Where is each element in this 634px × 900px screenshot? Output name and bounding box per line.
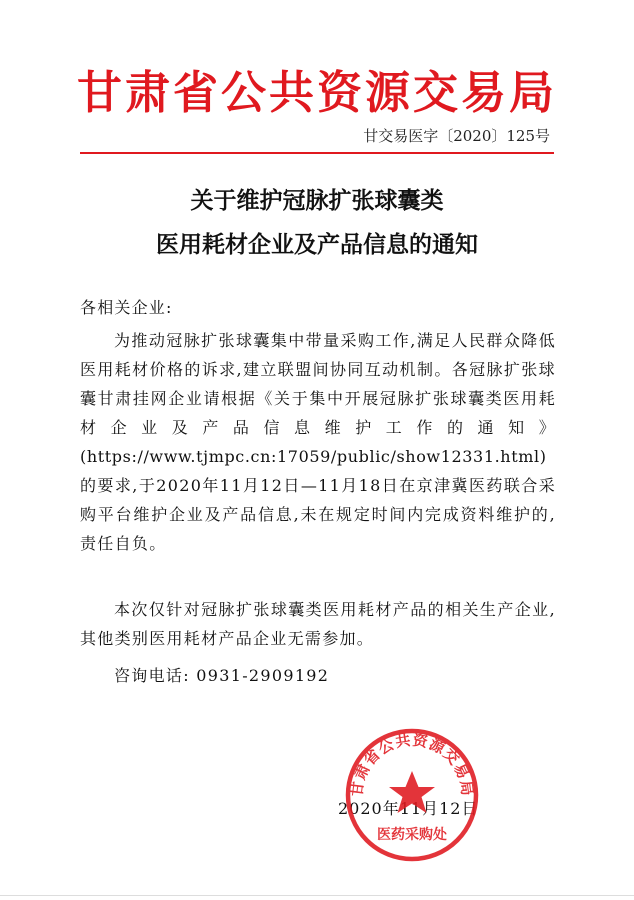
notice-title-line1: 关于维护冠脉扩张球囊类 — [190, 187, 444, 214]
seal-ring-text: 甘肃省公共资源交易局 — [347, 730, 477, 798]
agency-name-header: 甘肃省公共资源交易局 — [76, 66, 557, 119]
issue-date: 2020年11月12日 — [338, 799, 479, 818]
notice-title-line2: 医用耗材企业及产品信息的通知 — [156, 231, 478, 258]
paragraph-1-rest: 的要求,于2020年11月12日—11月18日在京津冀医药联合采购平台维护企业及产品信息,未在规定时间内完成资料维护的,责任自负。 — [80, 476, 556, 553]
consult-phone: 咨询电话: 0931-2909192 — [114, 666, 330, 685]
official-seal-stamp — [342, 725, 482, 865]
salutation: 各相关企业: — [80, 298, 173, 317]
paragraph-1 — [80, 326, 556, 558]
paragraph-2: 本次仅针对冠脉扩张球囊类医用耗材产品的相关生产企业,其他类别医用耗材产品企业无需参加。 — [80, 600, 556, 648]
seal-star-icon — [389, 771, 435, 813]
page-bottom-edge — [0, 895, 634, 896]
document-number: 甘交易医字〔2020〕125号 — [363, 127, 550, 145]
red-divider-line — [80, 152, 554, 154]
paragraph-1-text: 为推动冠脉扩张球囊集中带量采购工作,满足人民群众降低医用耗材价格的诉求,建立联盟间协同互动机制。各冠脉扩张球囊甘肃挂网企业请根据《关于集中开展冠脉扩张球囊类医用耗材企业及产品信息维护工作的通知》 — [80, 331, 556, 437]
notice-url: (https://www.tjmpc.cn:17059/public/show12331.html) — [80, 447, 547, 466]
seal-bottom-text: 医药采购处 — [377, 827, 447, 843]
